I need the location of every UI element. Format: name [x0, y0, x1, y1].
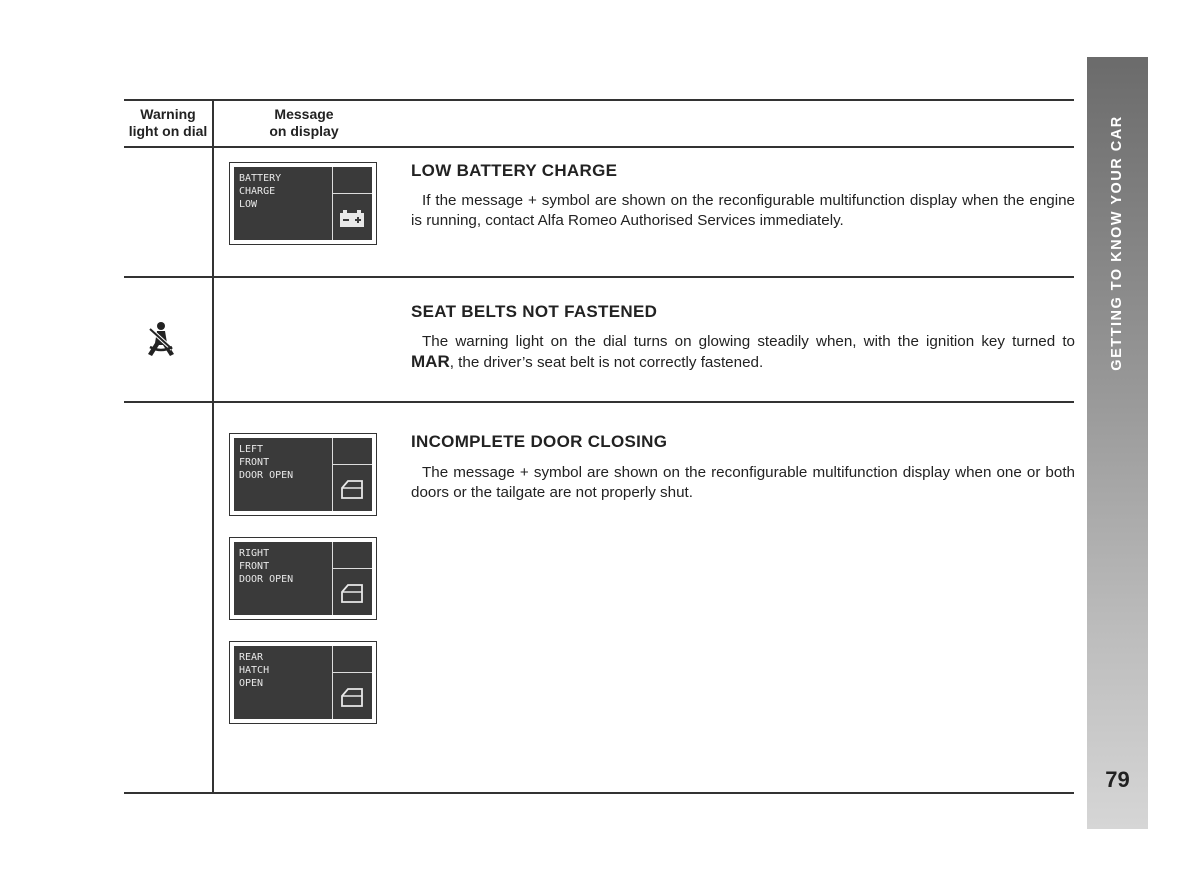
- section-title-low-battery: LOW BATTERY CHARGE: [411, 161, 618, 180]
- display-message: BATTERY CHARGE LOW: [239, 173, 282, 210]
- section-body-seat-belts: The warning light on the dial turns on glowing steadily when, with the ignition key turned to MAR, the driver’s seat belt is not correctly fastened.: [411, 333, 1075, 371]
- table-top-rule: [124, 99, 1074, 101]
- door-icon: [338, 582, 366, 609]
- display-message: REAR HATCH OPEN: [239, 652, 270, 689]
- battery-icon: [338, 207, 366, 234]
- row-divider-2: [124, 401, 1074, 403]
- row-divider-1: [124, 276, 1074, 278]
- section-body-low-battery: If the message + symbol are shown on the reconfigurable multifunction display when the engine is running, contact Alfa Romeo Authorised Services immediately.: [411, 192, 1075, 229]
- display-message: LEFT FRONT DOOR OPEN: [239, 444, 294, 481]
- display-message: RIGHT FRONT DOOR OPEN: [239, 548, 294, 585]
- section-body-door-closing: The message + symbol are shown on the reconfigurable multifunction display when one or both doors or the tailgate are not properly shut.: [411, 464, 1075, 501]
- table-bottom-rule: [124, 792, 1074, 794]
- page-number: 79: [1105, 767, 1130, 792]
- display-low-battery: [229, 162, 377, 245]
- header-bottom-rule: [124, 146, 1074, 148]
- display-rear-hatch: [229, 641, 377, 724]
- chapter-title: GETTING TO KNOW YOUR CAR: [1109, 115, 1125, 371]
- header-warning-light: Warning light on dial: [128, 106, 208, 139]
- display-right-front-door: [229, 537, 377, 620]
- display-left-front-door: [229, 433, 377, 516]
- door-icon: [338, 686, 366, 713]
- section-title-seat-belts: SEAT BELTS NOT FASTENED: [411, 302, 658, 321]
- key-position-mar: MAR: [411, 352, 450, 371]
- column-divider: [212, 99, 214, 794]
- section-title-door-closing: INCOMPLETE DOOR CLOSING: [411, 432, 668, 451]
- header-message-display: Message on display: [269, 106, 339, 139]
- door-icon: [338, 478, 366, 505]
- seat-belt-icon: [144, 321, 178, 362]
